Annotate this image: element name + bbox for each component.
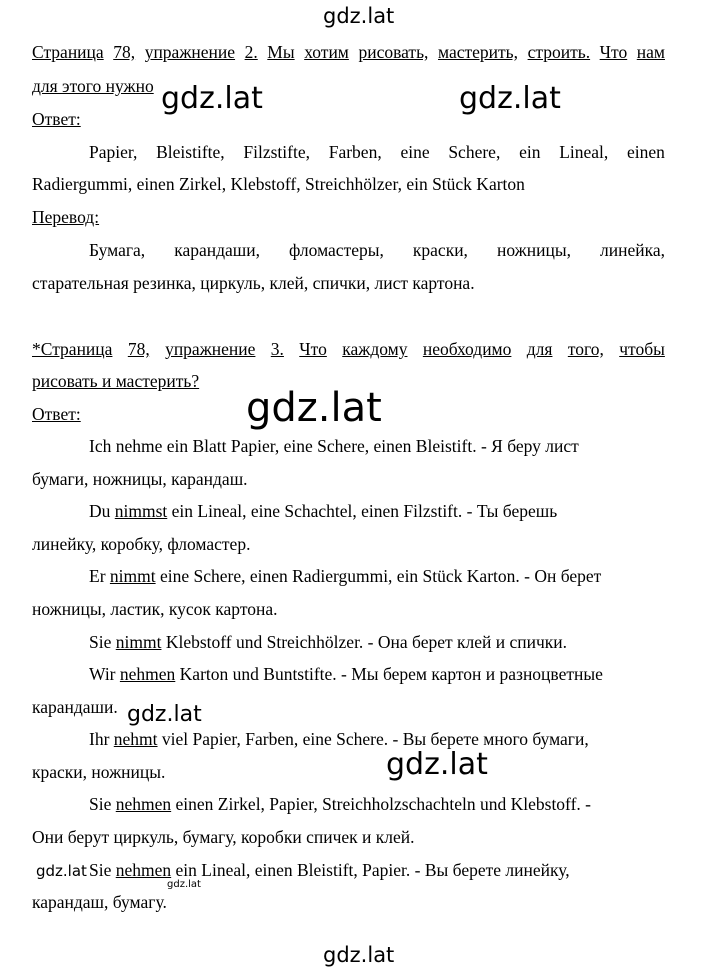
watermark-bottom: gdz.lat [323, 943, 395, 967]
verb-nimmt: nimmt [115, 632, 162, 652]
watermark-tiny: gdz.lat [167, 879, 201, 890]
watermark: gdz.lat [386, 750, 494, 780]
sentence-7-line2: Они берут циркуль, бумагу, коробки спичек и клей. [32, 827, 415, 847]
sentence-7-line1: Sie nehmen einen Zirkel, Papier, Streichholzschachteln und Klebstoff. - [89, 794, 591, 814]
sentence-8-line2: карандаш, бумагу. [32, 892, 167, 912]
watermark: gdz.lat [459, 84, 567, 114]
verb-nehmen: nehmen [115, 860, 172, 880]
sentence-6-line1: Ihr nehmt viel Papier, Farben, eine Schere. - Вы берете много бумаги, [89, 729, 589, 749]
ex2-translation-label: Перевод: [32, 207, 100, 227]
sentence-5-line2: карандаши. [32, 697, 118, 717]
verb-nehmt: nehmt [113, 729, 158, 749]
verb-nehmen: nehmen [119, 664, 176, 684]
sentence-5-line1: Wir nehmen Karton und Buntstifte. - Мы берем картон и разноцветные [89, 664, 603, 684]
watermark-top: gdz.lat [323, 4, 395, 28]
ex3-answer-label: Ответ: [32, 404, 81, 424]
verb-nehmen: nehmen [115, 794, 172, 814]
ex2-translation-line2: старательная резинка, циркуль, клей, спички, лист картона. [32, 273, 475, 293]
ex3-heading-line1: *Страница 78, упражнение 3. Что каждому необходимо для того, чтобы [32, 339, 665, 359]
ex2-answer-label: Ответ: [32, 109, 81, 129]
ex3-heading-line2: рисовать и мастерить? [32, 371, 200, 391]
verb-nimmst: nimmst [114, 501, 168, 521]
watermark: gdz.lat [127, 702, 202, 727]
ex2-heading-line2: для этого нужно [32, 76, 154, 96]
ex2-heading-line1: Страница 78, упражнение 2. Мы хотим рисовать, мастерить, строить. Что нам [32, 42, 665, 62]
watermark: gdz.lat [246, 385, 382, 431]
watermark: gdz.lat [161, 84, 269, 114]
ex2-answer-line2: Radiergummi, einen Zirkel, Klebstoff, Streichhölzer, ein Stück Karton [32, 174, 525, 194]
sentence-1-line1: Ich nehme ein Blatt Papier, eine Schere, einen Bleistift. - Я беру лист [89, 436, 579, 456]
sentence-1-line2: бумаги, ножницы, карандаш. [32, 469, 248, 489]
verb-nimmt: nimmt [109, 566, 156, 586]
ex2-answer-line1: Papier, Bleistifte, Filzstifte, Farben, eine Schere, ein Lineal, einen [89, 142, 665, 162]
sentence-3-line2: ножницы, ластик, кусок картона. [32, 599, 278, 619]
watermark-small: gdz.lat [36, 862, 87, 880]
sentence-6-line2: краски, ножницы. [32, 762, 166, 782]
sentence-2-line1: Du nimmst ein Lineal, eine Schachtel, einen Filzstift. - Ты берешь [89, 501, 558, 521]
sentence-2-line2: линейку, коробку, фломастер. [32, 534, 251, 554]
sentence-8-line1: Sie nehmen ein Lineal, einen Bleistift, Papier. - Вы берете линейку, [89, 860, 570, 880]
ex2-translation-line1: Бумага, карандаши, фломастеры, краски, ножницы, линейка, [89, 240, 665, 260]
sentence-3-line1: Er nimmt eine Schere, einen Radiergummi, ein Stück Karton. - Он берет [89, 566, 602, 586]
sentence-4: Sie nimmt Klebstoff und Streichhölzer. - Она берет клей и спички. [89, 632, 568, 652]
